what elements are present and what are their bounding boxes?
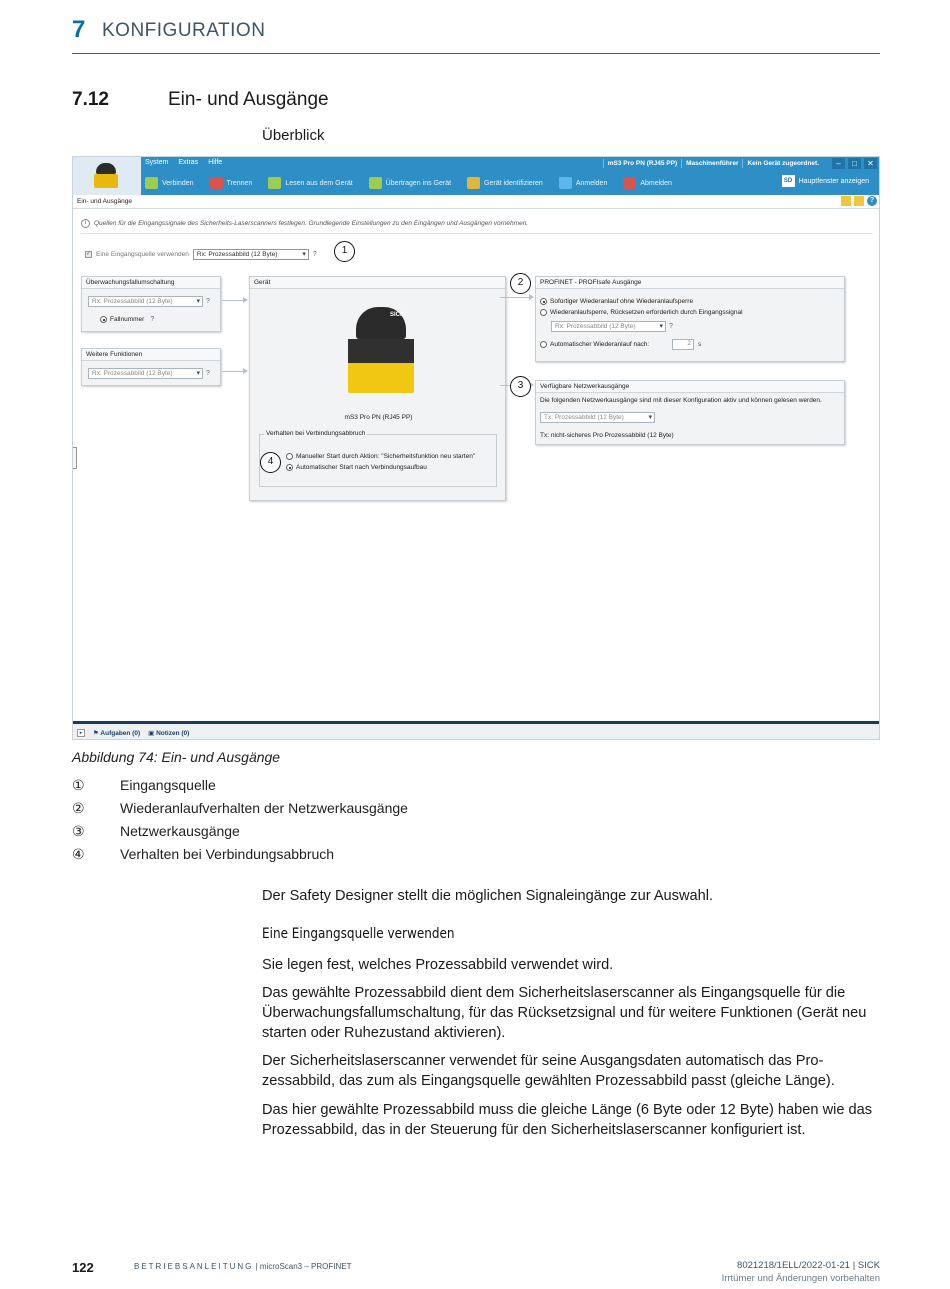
device-status: Kein Gerät zugeordnet. xyxy=(742,159,823,168)
identify-device-icon xyxy=(467,177,480,189)
connection-loss-title: Verhalten bei Verbindungsabbruch xyxy=(266,430,366,437)
identify-device-button[interactable]: Gerät identifizieren xyxy=(467,177,543,189)
section-number: 7.12 xyxy=(72,89,109,110)
transfer-device-button[interactable]: Übertragen ins Gerät xyxy=(369,177,451,189)
menu-extras[interactable]: Extras xyxy=(178,159,199,166)
device-name: mS3 Pro PN (RJ45 PP) xyxy=(603,159,681,168)
help-bulb-icon[interactable]: ? xyxy=(312,251,317,258)
logout-icon xyxy=(623,177,636,189)
minimize-button[interactable]: – xyxy=(832,158,845,169)
input-source-select[interactable]: Rx: Prozessabbild (12 Byte) ▾ xyxy=(193,249,309,260)
notes-tab[interactable]: ▣ Notizen (0) xyxy=(148,729,190,737)
device-panel xyxy=(249,276,506,501)
restart-interlock-label: Wiederanlaufsperre, Rücksetzen erforderlich durch Eingangssignal xyxy=(550,309,743,316)
paragraph: Das hier gewählte Prozessabbild muss die gleiche Länge (6 Byte oder 12 Byte) haben wie das Prozessabbild, das in der Steuerung für den Sicherheitslaserscanner konfiguriert ist. xyxy=(262,1102,873,1138)
paragraph: Das gewählte Prozessabbild dient dem Sicherheitslaserscanner als Eingangsquelle für die Überwachungsfallumschaltung, für das Rücksetzsignal und für weitere Funktionen (Gerät neu starten oder Ruhezustand aktivieren). xyxy=(262,985,867,1041)
help-bulb-icon[interactable]: ? xyxy=(669,323,673,330)
sick-logo: SICK xyxy=(390,312,405,318)
figure-caption: Abbildung 74: Ein- und Ausgänge xyxy=(72,749,281,765)
tab-ein-ausgaenge[interactable]: Ein- und Ausgänge xyxy=(77,198,132,205)
export-icon[interactable] xyxy=(854,196,864,206)
user-role[interactable]: Maschinenführer xyxy=(681,159,742,168)
auto-restart-radio[interactable] xyxy=(540,341,547,348)
header-rule xyxy=(72,53,880,54)
reset-signal-select[interactable]: Rx: Prozessabbild (12 Byte) ▾ xyxy=(551,321,666,332)
close-button[interactable]: ✕ xyxy=(864,158,877,169)
import-icon[interactable] xyxy=(841,196,851,206)
network-outputs-note: Tx: nicht-sicheres Pro Prozessabbild (12 Byte) xyxy=(540,432,674,439)
help-bulb-icon[interactable]: ? xyxy=(206,298,210,305)
read-device-button[interactable]: Lesen aus dem Gerät xyxy=(268,177,352,189)
section-title: Ein- und Ausgänge xyxy=(168,89,329,110)
immediate-restart-label: Sofortiger Wiederanlauf ohne Wiederanlaufsperre xyxy=(550,298,694,305)
maximize-button[interactable]: □ xyxy=(848,158,861,169)
disconnect-button[interactable]: Trennen xyxy=(210,177,253,189)
footer-doc-id: 8021218/1ELL/2022-01-21 | SICK xyxy=(737,1260,880,1271)
fallnummer-radio[interactable] xyxy=(100,316,107,323)
transfer-device-icon xyxy=(369,177,382,189)
input-source-label: Eine Eingangsquelle verwenden xyxy=(96,251,189,258)
auto-restart-input[interactable]: 2 xyxy=(672,339,694,350)
auto-start-radio[interactable] xyxy=(286,464,293,471)
window-controls xyxy=(832,158,877,169)
software-screenshot xyxy=(72,156,880,740)
footer-document: BETRIEBSANLEITUNG | microScan3 – PROFINET xyxy=(134,1262,352,1271)
main-window-button[interactable]: SD Hauptfenster anzeigen xyxy=(782,175,869,187)
main-window-icon: SD xyxy=(782,175,795,187)
immediate-restart-radio[interactable] xyxy=(540,298,547,305)
page-number: 122 xyxy=(72,1260,94,1275)
expand-icon[interactable]: ▸ xyxy=(77,729,85,737)
info-icon: i xyxy=(81,219,90,228)
network-outputs-text: Die folgenden Netzwerkausgänge sind mit dieser Konfiguration aktiv und können gelesen werden. xyxy=(540,397,822,404)
device-caption: mS3 Pro PN (RJ45 PP) xyxy=(344,414,413,421)
profinet-panel xyxy=(535,276,845,362)
subheading: Eine Eingangsquelle verwenden xyxy=(262,926,455,942)
further-functions-title: Weitere Funktionen xyxy=(82,349,220,361)
network-outputs-select[interactable]: Tx: Prozessabbild (12 Byte) ▾ xyxy=(540,412,655,423)
callout-1: 1 xyxy=(334,241,355,262)
login-icon xyxy=(559,177,572,189)
connect-icon xyxy=(145,177,158,189)
tab-strip xyxy=(73,195,880,209)
title-bar xyxy=(73,157,880,195)
monitoring-case-select[interactable]: Rx: Prozessabbild (12 Byte) ▾ xyxy=(88,296,203,307)
tasks-tab[interactable]: ⚑ Aufgaben (0) xyxy=(93,729,141,737)
manual-start-label: Manueller Start durch Aktion: "Sicherheitsfunktion neu starten" xyxy=(296,453,476,460)
login-button[interactable]: Anmelden xyxy=(559,177,608,189)
fallnummer-label: Fallnummer xyxy=(110,316,145,323)
network-outputs-title: Verfügbare Netzwerkausgänge xyxy=(536,381,844,393)
network-outputs-panel xyxy=(535,380,845,445)
monitoring-case-title: Überwachungsfallumschaltung xyxy=(82,277,220,289)
help-bulb-icon[interactable]: ? xyxy=(150,316,155,323)
info-text: Quellen für die Eingangssignale des Sicherheits-Laserscanners festlegen. Grundlegende Einstellungen zu den Eingängen und Ausgängen vornehmen. xyxy=(94,220,529,227)
manual-start-radio[interactable] xyxy=(286,453,293,460)
help-bulb-icon[interactable]: ? xyxy=(206,370,210,377)
side-panel-toggle[interactable] xyxy=(73,447,77,469)
menu-bar xyxy=(145,159,222,170)
further-functions-panel xyxy=(81,348,221,386)
device-title: Gerät xyxy=(250,277,505,289)
app-logo xyxy=(73,157,141,195)
info-line xyxy=(81,219,528,228)
auto-start-label: Automatischer Start nach Verbindungsaufbau xyxy=(296,464,427,471)
callout-2: 2 xyxy=(510,273,531,294)
intro-paragraph: Der Safety Designer stellt die möglichen Signaleingänge zur Auswahl. xyxy=(262,888,714,904)
flow-arrow xyxy=(222,300,247,301)
auto-restart-label: Automatischer Wiederanlauf nach: xyxy=(550,341,650,348)
disconnect-icon xyxy=(210,177,223,189)
read-device-icon xyxy=(268,177,281,189)
profinet-title: PROFINET - PROFIsafe Ausgänge xyxy=(536,277,844,289)
footer-disclaimer: Irrtümer und Änderungen vorbehalten xyxy=(721,1273,880,1284)
callout-4: 4 xyxy=(260,452,281,473)
connection-loss-group xyxy=(259,430,497,487)
menu-system[interactable]: System xyxy=(145,159,169,166)
callout-3: 3 xyxy=(510,376,531,397)
input-source-row xyxy=(85,249,317,260)
input-source-checkbox[interactable] xyxy=(85,251,92,258)
paragraph: Der Sicherheitslaserscanner verwendet für seine Ausgangsdaten automatisch das Prozessabbild, das zum als Eingangsquelle gewählten Prozessabbild passt (gleiche Länge). xyxy=(262,1053,835,1089)
monitoring-case-panel xyxy=(81,276,221,332)
chapter-title: KONFIGURATION xyxy=(102,20,266,41)
paragraph: Sie legen fest, welches Prozessabbild verwendet wird. xyxy=(262,957,614,973)
restart-interlock-radio[interactable] xyxy=(540,309,547,316)
divider xyxy=(81,233,873,234)
help-icon[interactable]: ? xyxy=(867,196,877,206)
logout-button[interactable]: Abmelden xyxy=(623,177,672,189)
chapter-number: 7 xyxy=(72,16,86,43)
overview-heading: Überblick xyxy=(262,127,325,144)
bottom-bar xyxy=(73,724,880,740)
title-info xyxy=(603,159,823,168)
further-functions-select[interactable]: Rx: Prozessabbild (12 Byte) ▾ xyxy=(88,368,203,379)
menu-hilfe[interactable]: Hilfe xyxy=(208,159,223,166)
connect-button[interactable]: Verbinden xyxy=(145,177,194,189)
toolbar xyxy=(145,174,672,192)
auto-restart-unit: s xyxy=(698,341,702,348)
flow-arrow xyxy=(222,371,247,372)
flow-arrow xyxy=(500,297,533,298)
